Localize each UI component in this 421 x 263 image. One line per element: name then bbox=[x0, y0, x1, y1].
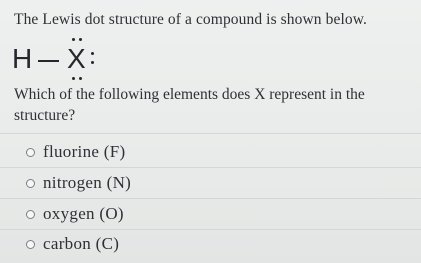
lone-pair-bottom-dot-2 bbox=[79, 77, 82, 80]
divider bbox=[0, 133, 421, 134]
radio-button[interactable] bbox=[26, 148, 35, 157]
option-label: oxygen (O) bbox=[43, 204, 124, 223]
divider bbox=[0, 167, 421, 168]
divider bbox=[0, 198, 421, 199]
question-prompt: Which of the following elements does X represent in the structure? bbox=[14, 86, 365, 124]
radio-button[interactable] bbox=[26, 179, 35, 188]
answer-option-nitrogen[interactable] bbox=[26, 172, 131, 194]
divider bbox=[0, 229, 421, 230]
lewis-dot-structure bbox=[12, 36, 122, 86]
answer-option-fluorine[interactable] bbox=[26, 141, 125, 163]
lone-pair-top-dot-1 bbox=[72, 38, 75, 41]
lone-pair-right-dot-2 bbox=[91, 61, 94, 64]
single-bond bbox=[38, 60, 59, 62]
answer-option-oxygen[interactable] bbox=[26, 203, 124, 225]
answer-option-carbon[interactable] bbox=[26, 233, 119, 255]
option-label: carbon (C) bbox=[43, 234, 120, 253]
option-label: nitrogen (N) bbox=[43, 173, 132, 192]
lone-pair-right-dot-1 bbox=[91, 52, 94, 55]
lone-pair-bottom-dot-1 bbox=[72, 77, 75, 80]
radio-button[interactable] bbox=[26, 240, 35, 249]
option-label: fluorine (F) bbox=[43, 142, 126, 161]
left-atom-symbol: H bbox=[12, 43, 33, 74]
radio-button[interactable] bbox=[26, 210, 35, 219]
right-atom-symbol: X bbox=[67, 43, 86, 74]
question-intro: The Lewis dot structure of a compound is shown below. bbox=[14, 11, 367, 28]
lone-pair-top-dot-2 bbox=[79, 38, 82, 41]
